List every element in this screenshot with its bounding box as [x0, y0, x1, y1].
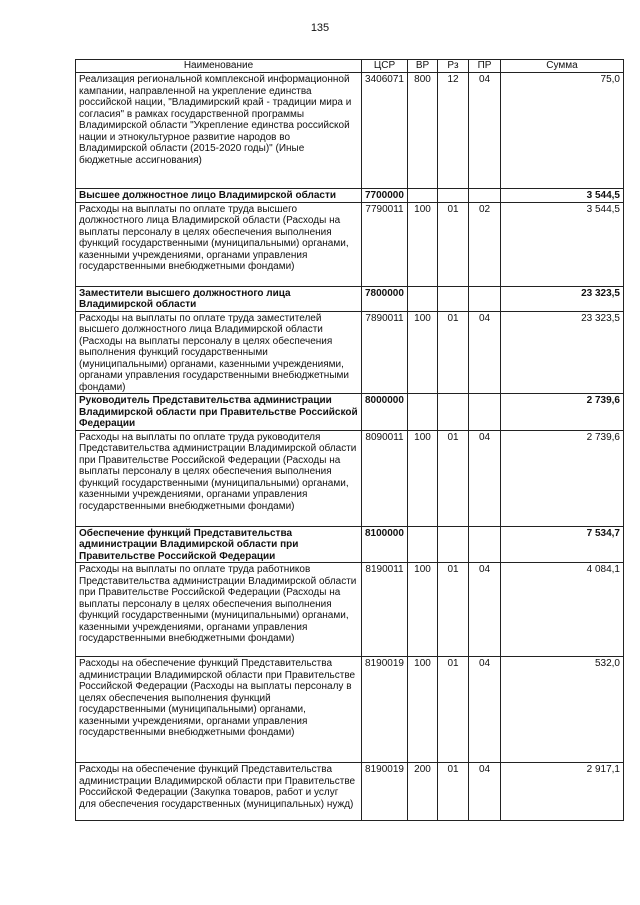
- row-vr: [408, 394, 438, 431]
- table-row: [76, 563, 624, 657]
- row-name: Расходы на выплаты по оплате труда заместителей высшего должностного лица Владимирской области (Расходы на выплаты персоналу в целях обеспечения выполнения функций государственными (муниципальными) органами, казенными учреждениями, органами управления государственными внебюджетными фондами): [76, 311, 362, 394]
- row-rz: [438, 189, 469, 203]
- row-vr: [408, 526, 438, 563]
- row-vr: 100: [408, 311, 438, 394]
- table-row: [76, 763, 624, 821]
- row-csr: 8190011: [362, 563, 408, 657]
- row-vr: 800: [408, 73, 438, 189]
- row-rz: 01: [438, 763, 469, 821]
- table-row: [76, 311, 624, 394]
- row-name: Расходы на обеспечение функций Представительства администрации Владимирской области при Правительстве Российской Федерации (Расходы на выплаты персоналу в целях обеспечения выполнения функций государственными (муниципальными) органами, казенными учреждениями, органами управления государственными внебюджетными фондами): [76, 657, 362, 763]
- row-pr: [469, 189, 501, 203]
- row-rz: [438, 526, 469, 563]
- row-pr: 04: [469, 563, 501, 657]
- row-sum: 2 739,6: [501, 394, 624, 431]
- row-vr: 100: [408, 430, 438, 526]
- row-pr: 04: [469, 311, 501, 394]
- row-pr: 04: [469, 763, 501, 821]
- row-vr: [408, 189, 438, 203]
- row-name: Обеспечение функций Представительства администрации Владимирской области при Правительстве Российской Федерации: [76, 526, 362, 563]
- row-csr: 7790011: [362, 202, 408, 286]
- table-row: [76, 73, 624, 189]
- table-row: [76, 526, 624, 563]
- row-pr: [469, 526, 501, 563]
- row-rz: [438, 286, 469, 311]
- row-csr: 8100000: [362, 526, 408, 563]
- row-name: Расходы на обеспечение функций Представительства администрации Владимирской области при Правительстве Российской Федерации (Закупка товаров, работ и услуг для обеспечения государственных (муниципальных) нужд): [76, 763, 362, 821]
- row-vr: 100: [408, 563, 438, 657]
- row-csr: 7700000: [362, 189, 408, 203]
- table-header-row: [76, 60, 624, 73]
- row-csr: 8090011: [362, 430, 408, 526]
- table-row: [76, 657, 624, 763]
- table-row: [76, 202, 624, 286]
- row-pr: [469, 394, 501, 431]
- row-pr: 04: [469, 430, 501, 526]
- row-csr: 8190019: [362, 763, 408, 821]
- row-pr: 04: [469, 657, 501, 763]
- row-name: Расходы на выплаты по оплате труда высшего должностного лица Владимирской области (Расходы на выплаты персоналу в целях обеспечения выполнения функций государственными (муниципальными) органами, казенными учреждениями, органами управления государственными внебюджетными фондами): [76, 202, 362, 286]
- row-rz: 01: [438, 563, 469, 657]
- row-vr: [408, 286, 438, 311]
- header-sum: Сумма: [501, 60, 624, 73]
- row-rz: [438, 394, 469, 431]
- header-vr: ВР: [408, 60, 438, 73]
- header-csr: ЦСР: [362, 60, 408, 73]
- budget-table: [75, 59, 624, 821]
- row-name: Руководитель Представительства администрации Владимирской области при Правительстве Российской Федерации: [76, 394, 362, 431]
- row-sum: 23 323,5: [501, 311, 624, 394]
- row-csr: 8000000: [362, 394, 408, 431]
- row-sum: 532,0: [501, 657, 624, 763]
- row-rz: 01: [438, 657, 469, 763]
- row-sum: 75,0: [501, 73, 624, 189]
- table-row: [76, 394, 624, 431]
- row-vr: 200: [408, 763, 438, 821]
- row-rz: 01: [438, 430, 469, 526]
- row-rz: 12: [438, 73, 469, 189]
- row-rz: 01: [438, 202, 469, 286]
- header-rz: Рз: [438, 60, 469, 73]
- row-sum: 7 534,7: [501, 526, 624, 563]
- table-row: [76, 189, 624, 203]
- row-name: Реализация региональной комплексной информационной кампании, направленной на укрепление единства российской нации, "Владимирский край - традиции мира и согласия" в рамках государственной программы Владимирской области "Укрепление единства российской нации и этнокультурное развитие народов во Владимирской области (2015-2020 годы)" (Иные бюджетные ассигнования): [76, 73, 362, 189]
- row-name: Высшее должностное лицо Владимирской области: [76, 189, 362, 203]
- page-number: 135: [310, 22, 330, 34]
- row-csr: 3406071: [362, 73, 408, 189]
- row-pr: [469, 286, 501, 311]
- table-row: [76, 286, 624, 311]
- row-pr: 02: [469, 202, 501, 286]
- row-vr: 100: [408, 657, 438, 763]
- row-sum: 3 544,5: [501, 189, 624, 203]
- row-sum: 2 917,1: [501, 763, 624, 821]
- row-sum: 4 084,1: [501, 563, 624, 657]
- row-rz: 01: [438, 311, 469, 394]
- row-csr: 8190019: [362, 657, 408, 763]
- header-pr: ПР: [469, 60, 501, 73]
- row-csr: 7800000: [362, 286, 408, 311]
- row-name: Расходы на выплаты по оплате труда руководителя Представительства администрации Владимирской области при Правительстве Российской Федерации (Расходы на выплаты персоналу в целях обеспечения выполнения функций государственными (муниципальными) органами, казенными учреждениями, органами управления государственными внебюджетными фондами): [76, 430, 362, 526]
- table-row: [76, 430, 624, 526]
- row-name: Заместители высшего должностного лица Владимирской области: [76, 286, 362, 311]
- row-name: Расходы на выплаты по оплате труда работников Представительства администрации Владимирской области при Правительстве Российской Федерации (Расходы на выплаты персоналу в целях обеспечения выполнения функций государственными (муниципальными) органами, казенными учреждениями, органами управления государственными внебюджетными фондами): [76, 563, 362, 657]
- row-sum: 3 544,5: [501, 202, 624, 286]
- header-name: Наименование: [76, 60, 362, 73]
- row-sum: 2 739,6: [501, 430, 624, 526]
- row-pr: 04: [469, 73, 501, 189]
- row-csr: 7890011: [362, 311, 408, 394]
- row-sum: 23 323,5: [501, 286, 624, 311]
- row-vr: 100: [408, 202, 438, 286]
